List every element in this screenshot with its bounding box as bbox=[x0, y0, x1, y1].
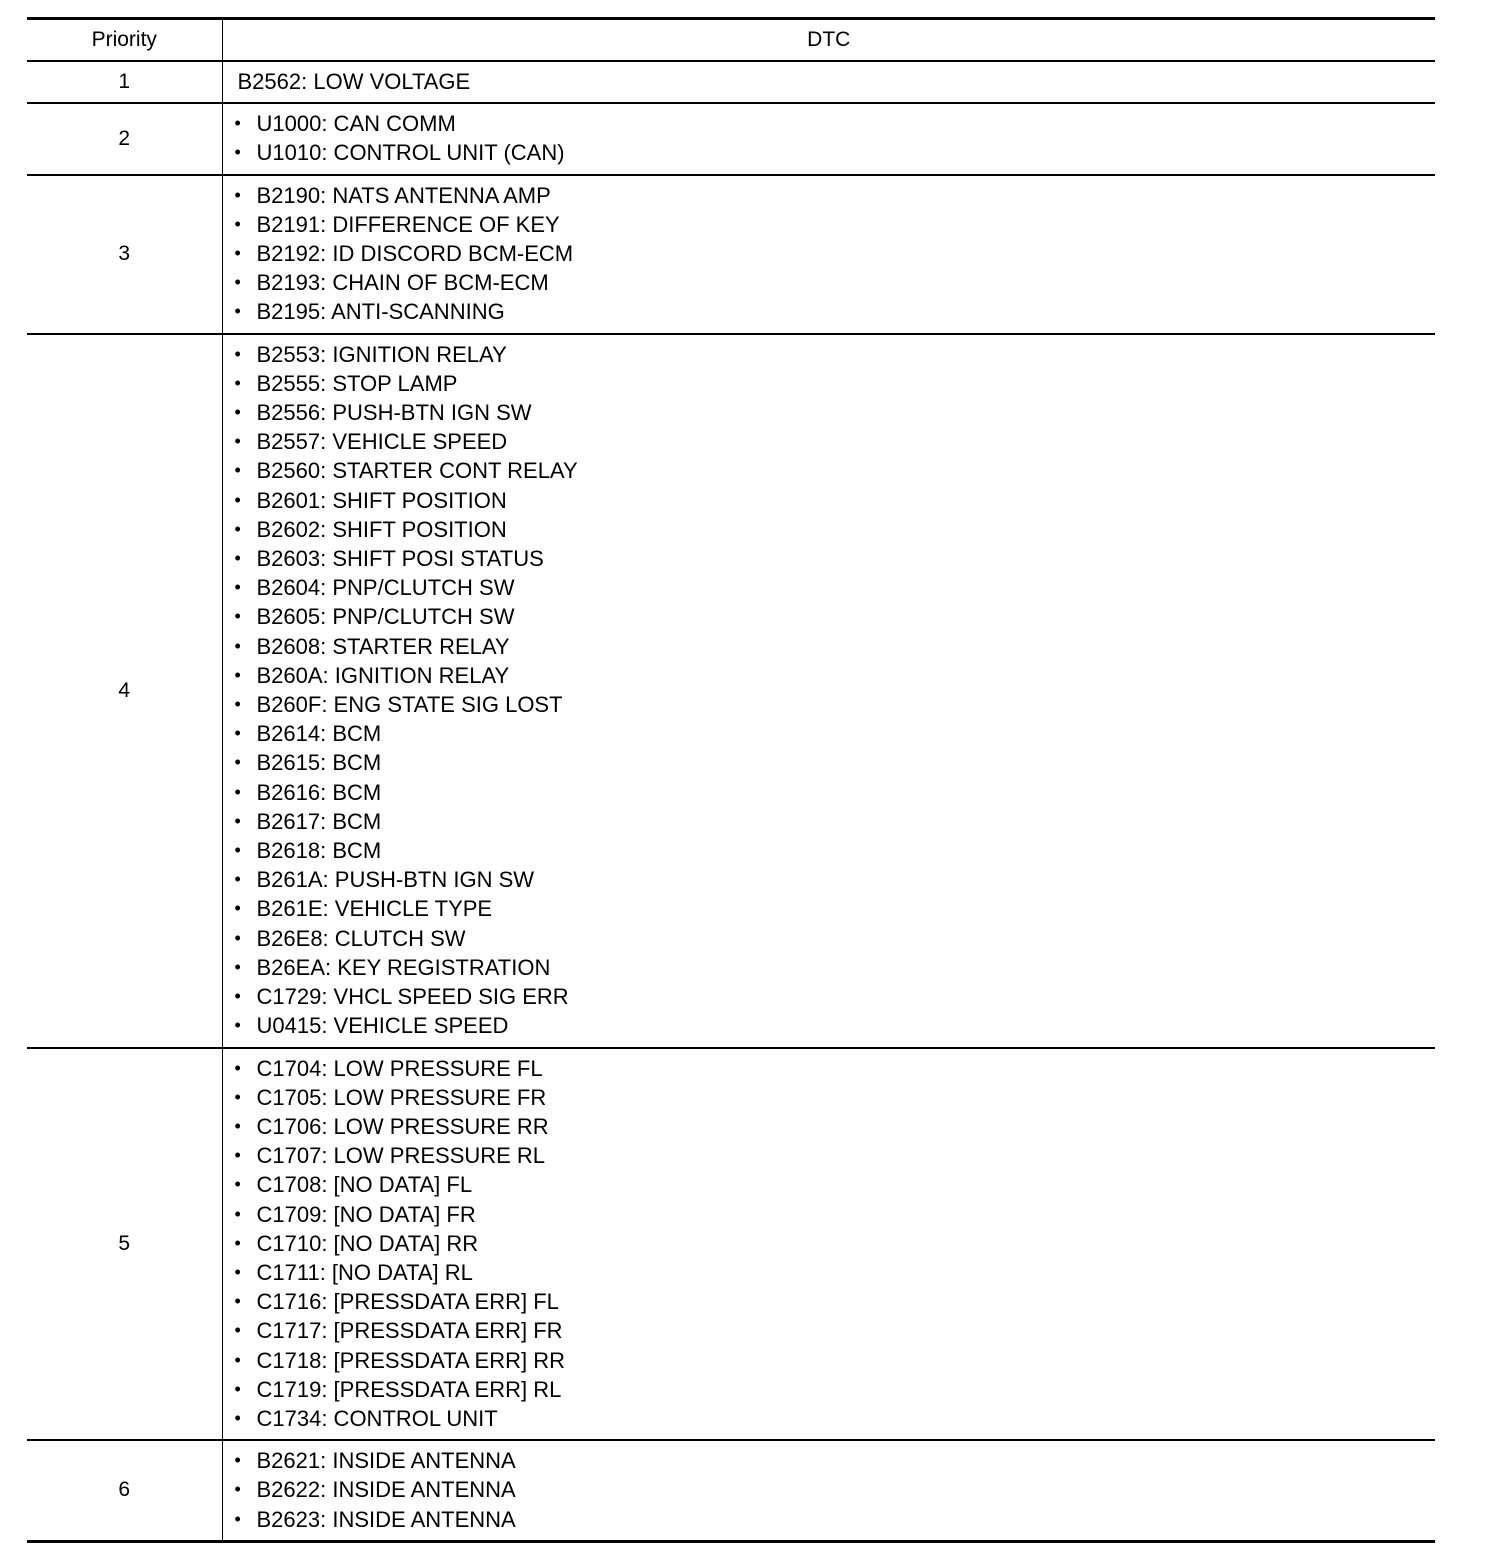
list-item bbox=[235, 1287, 1436, 1316]
table-row bbox=[27, 334, 1435, 1048]
dtc-code: B2615: BCM bbox=[256, 750, 382, 776]
dtc-code: C1710: [NO DATA] RR bbox=[256, 1230, 479, 1256]
dtc-header: DTC bbox=[222, 19, 1435, 62]
bullet-icon: • bbox=[234, 518, 241, 539]
dtc-code: C1729: VHCL SPEED SIG ERR bbox=[256, 984, 569, 1010]
dtc-code: C1709: [NO DATA] FR bbox=[256, 1201, 476, 1227]
list-item bbox=[235, 836, 1436, 865]
dtc-code: C1704: LOW PRESSURE FL bbox=[256, 1055, 543, 1081]
list-item bbox=[235, 1141, 1436, 1170]
dtc-code: B2605: PNP/CLUTCH SW bbox=[256, 604, 515, 630]
list-item bbox=[235, 486, 1436, 515]
bullet-icon: • bbox=[234, 927, 241, 948]
header-row bbox=[27, 19, 1435, 62]
bullet-icon: • bbox=[234, 272, 241, 293]
dtc-code: B2616: BCM bbox=[256, 779, 382, 805]
dtc-cell bbox=[222, 1440, 1435, 1541]
bullet-icon: • bbox=[234, 1508, 241, 1529]
dtc-code: C1706: LOW PRESSURE RR bbox=[256, 1113, 549, 1139]
dtc-cell bbox=[222, 175, 1435, 334]
bullet-icon: • bbox=[234, 810, 241, 831]
dtc-code: C1708: [NO DATA] FL bbox=[256, 1172, 473, 1198]
bullet-icon: • bbox=[234, 1349, 241, 1370]
dtc-code: U1010: CONTROL UNIT (CAN) bbox=[256, 140, 565, 166]
list-item bbox=[235, 748, 1436, 777]
bullet-icon: • bbox=[234, 142, 241, 163]
dtc-cell bbox=[222, 1048, 1435, 1441]
table-row bbox=[27, 1440, 1435, 1541]
bullet-icon: • bbox=[234, 752, 241, 773]
list-item bbox=[235, 369, 1436, 398]
priority-cell: 4 bbox=[27, 334, 222, 1048]
priority-cell: 6 bbox=[27, 1440, 222, 1541]
list-item bbox=[235, 109, 1436, 138]
list-item bbox=[235, 690, 1436, 719]
bullet-icon: • bbox=[234, 1261, 241, 1282]
list-item bbox=[235, 1011, 1436, 1040]
list-item bbox=[235, 573, 1436, 602]
list-item bbox=[235, 894, 1436, 923]
dtc-code: B26EA: KEY REGISTRATION bbox=[256, 954, 551, 980]
bullet-icon: • bbox=[234, 1115, 241, 1136]
dtc-code: B2623: INSIDE ANTENNA bbox=[256, 1506, 516, 1532]
list-item bbox=[235, 1229, 1436, 1258]
bullet-icon: • bbox=[234, 781, 241, 802]
list-item bbox=[235, 661, 1436, 690]
list-item bbox=[235, 1083, 1436, 1112]
dtc-code: B260A: IGNITION RELAY bbox=[256, 662, 510, 688]
dtc-list bbox=[235, 109, 1436, 167]
priority-cell: 5 bbox=[27, 1048, 222, 1441]
dtc-code: B2555: STOP LAMP bbox=[256, 370, 458, 396]
list-item bbox=[235, 427, 1436, 456]
bullet-icon: • bbox=[234, 548, 241, 569]
table-row bbox=[27, 61, 1435, 103]
dtc-code: B260F: ENG STATE SIG LOST bbox=[256, 692, 563, 718]
dtc-code: B2190: NATS ANTENNA AMP bbox=[256, 182, 551, 208]
list-item bbox=[235, 1404, 1436, 1433]
dtc-code: B261A: PUSH-BTN IGN SW bbox=[256, 867, 535, 893]
dtc-code: B2601: SHIFT POSITION bbox=[256, 487, 507, 513]
dtc-code: B2557: VEHICLE SPEED bbox=[256, 429, 508, 455]
dtc-code: C1719: [PRESSDATA ERR] RL bbox=[256, 1376, 562, 1402]
list-item bbox=[235, 340, 1436, 369]
bullet-icon: • bbox=[234, 343, 241, 364]
list-item bbox=[235, 210, 1436, 239]
dtc-cell bbox=[222, 103, 1435, 174]
bullet-icon: • bbox=[234, 694, 241, 715]
dtc-cell bbox=[222, 334, 1435, 1048]
bullet-icon: • bbox=[234, 1407, 241, 1428]
list-item bbox=[235, 239, 1436, 268]
list-item bbox=[235, 398, 1436, 427]
list-item bbox=[235, 1112, 1436, 1141]
bullet-icon: • bbox=[234, 869, 241, 890]
list-item bbox=[235, 181, 1436, 210]
bullet-icon: • bbox=[234, 113, 241, 134]
dtc-list bbox=[235, 181, 1436, 327]
bullet-icon: • bbox=[234, 1203, 241, 1224]
list-item bbox=[235, 138, 1436, 167]
bullet-icon: • bbox=[234, 1479, 241, 1500]
list-item bbox=[235, 778, 1436, 807]
list-item bbox=[235, 924, 1436, 953]
bullet-icon: • bbox=[234, 1450, 241, 1471]
bullet-icon: • bbox=[234, 402, 241, 423]
dtc-code: C1718: [PRESSDATA ERR] RR bbox=[256, 1347, 566, 1373]
dtc-list bbox=[235, 1446, 1436, 1534]
dtc-code: B2622: INSIDE ANTENNA bbox=[256, 1477, 516, 1503]
priority-cell: 2 bbox=[27, 103, 222, 174]
bullet-icon: • bbox=[234, 431, 241, 452]
list-item bbox=[235, 953, 1436, 982]
bullet-icon: • bbox=[234, 1015, 241, 1036]
list-item bbox=[235, 456, 1436, 485]
list-item bbox=[235, 602, 1436, 631]
dtc-code: B2191: DIFFERENCE OF KEY bbox=[256, 211, 560, 237]
table-row bbox=[27, 1048, 1435, 1441]
dtc-code: B2617: BCM bbox=[256, 808, 382, 834]
bullet-icon: • bbox=[234, 1320, 241, 1341]
list-item bbox=[235, 1346, 1436, 1375]
dtc-code: B2618: BCM bbox=[256, 838, 382, 864]
table-row bbox=[27, 103, 1435, 174]
bullet-icon: • bbox=[234, 1057, 241, 1078]
bullet-icon: • bbox=[234, 1145, 241, 1166]
bullet-icon: • bbox=[234, 635, 241, 656]
dtc-list bbox=[235, 1054, 1436, 1434]
bullet-icon: • bbox=[234, 1378, 241, 1399]
list-item bbox=[235, 1475, 1436, 1504]
list-item bbox=[235, 1505, 1436, 1534]
dtc-code: C1716: [PRESSDATA ERR] FL bbox=[256, 1289, 559, 1315]
dtc-code: C1717: [PRESSDATA ERR] FR bbox=[256, 1318, 563, 1344]
dtc-code: B2621: INSIDE ANTENNA bbox=[256, 1448, 516, 1474]
bullet-icon: • bbox=[234, 664, 241, 685]
dtc-code: B261E: VEHICLE TYPE bbox=[256, 896, 493, 922]
priority-cell: 3 bbox=[27, 175, 222, 334]
dtc-code: B2562: LOW VOLTAGE bbox=[237, 69, 471, 94]
list-item bbox=[235, 982, 1436, 1011]
dtc-list bbox=[235, 340, 1436, 1041]
bullet-icon: • bbox=[234, 489, 241, 510]
bullet-icon: • bbox=[234, 606, 241, 627]
dtc-code: B2553: IGNITION RELAY bbox=[256, 341, 507, 367]
bullet-icon: • bbox=[234, 723, 241, 744]
list-item bbox=[235, 632, 1436, 661]
priority-header: Priority bbox=[27, 19, 222, 62]
list-item bbox=[235, 1446, 1436, 1475]
dtc-code: B2604: PNP/CLUTCH SW bbox=[256, 575, 515, 601]
dtc-code: U0415: VEHICLE SPEED bbox=[256, 1013, 509, 1039]
bullet-icon: • bbox=[234, 243, 241, 264]
bullet-icon: • bbox=[234, 898, 241, 919]
list-item bbox=[235, 544, 1436, 573]
dtc-code: C1707: LOW PRESSURE RL bbox=[256, 1143, 546, 1169]
bullet-icon: • bbox=[234, 1086, 241, 1107]
bullet-icon: • bbox=[234, 460, 241, 481]
dtc-priority-table bbox=[27, 17, 1435, 1543]
bullet-icon: • bbox=[234, 184, 241, 205]
priority-cell: 1 bbox=[27, 61, 222, 103]
dtc-code: B26E8: CLUTCH SW bbox=[256, 925, 466, 951]
bullet-icon: • bbox=[234, 1174, 241, 1195]
bullet-icon: • bbox=[234, 840, 241, 861]
dtc-code: B2195: ANTI-SCANNING bbox=[256, 299, 505, 325]
bullet-icon: • bbox=[234, 1232, 241, 1253]
list-item bbox=[235, 1316, 1436, 1345]
dtc-code: C1734: CONTROL UNIT bbox=[256, 1405, 498, 1431]
dtc-code: U1000: CAN COMM bbox=[256, 111, 456, 137]
bullet-icon: • bbox=[234, 1291, 241, 1312]
list-item bbox=[235, 1200, 1436, 1229]
bullet-icon: • bbox=[234, 372, 241, 393]
list-item bbox=[235, 268, 1436, 297]
dtc-code: B2602: SHIFT POSITION bbox=[256, 516, 507, 542]
bullet-icon: • bbox=[234, 577, 241, 598]
list-item bbox=[235, 807, 1436, 836]
dtc-code: B2192: ID DISCORD BCM-ECM bbox=[256, 241, 574, 267]
dtc-code: B2603: SHIFT POSI STATUS bbox=[256, 546, 544, 572]
list-item bbox=[235, 515, 1436, 544]
dtc-code: C1711: [NO DATA] RL bbox=[256, 1259, 473, 1285]
list-item bbox=[235, 297, 1436, 326]
bullet-icon: • bbox=[234, 213, 241, 234]
list-item bbox=[235, 1170, 1436, 1199]
dtc-code: B2608: STARTER RELAY bbox=[256, 633, 510, 659]
list-item bbox=[235, 1258, 1436, 1287]
list-item bbox=[235, 1054, 1436, 1083]
table-row bbox=[27, 175, 1435, 334]
list-item bbox=[235, 1375, 1436, 1404]
dtc-code: B2193: CHAIN OF BCM-ECM bbox=[256, 270, 549, 296]
dtc-code: B2556: PUSH-BTN IGN SW bbox=[256, 400, 532, 426]
list-item bbox=[235, 865, 1436, 894]
bullet-icon: • bbox=[234, 986, 241, 1007]
list-item bbox=[235, 719, 1436, 748]
dtc-cell bbox=[222, 61, 1435, 103]
bullet-icon: • bbox=[234, 956, 241, 977]
dtc-code: B2560: STARTER CONT RELAY bbox=[256, 458, 578, 484]
dtc-code: C1705: LOW PRESSURE FR bbox=[256, 1084, 547, 1110]
table-body bbox=[27, 61, 1435, 1541]
dtc-code: B2614: BCM bbox=[256, 721, 382, 747]
bullet-icon: • bbox=[234, 301, 241, 322]
